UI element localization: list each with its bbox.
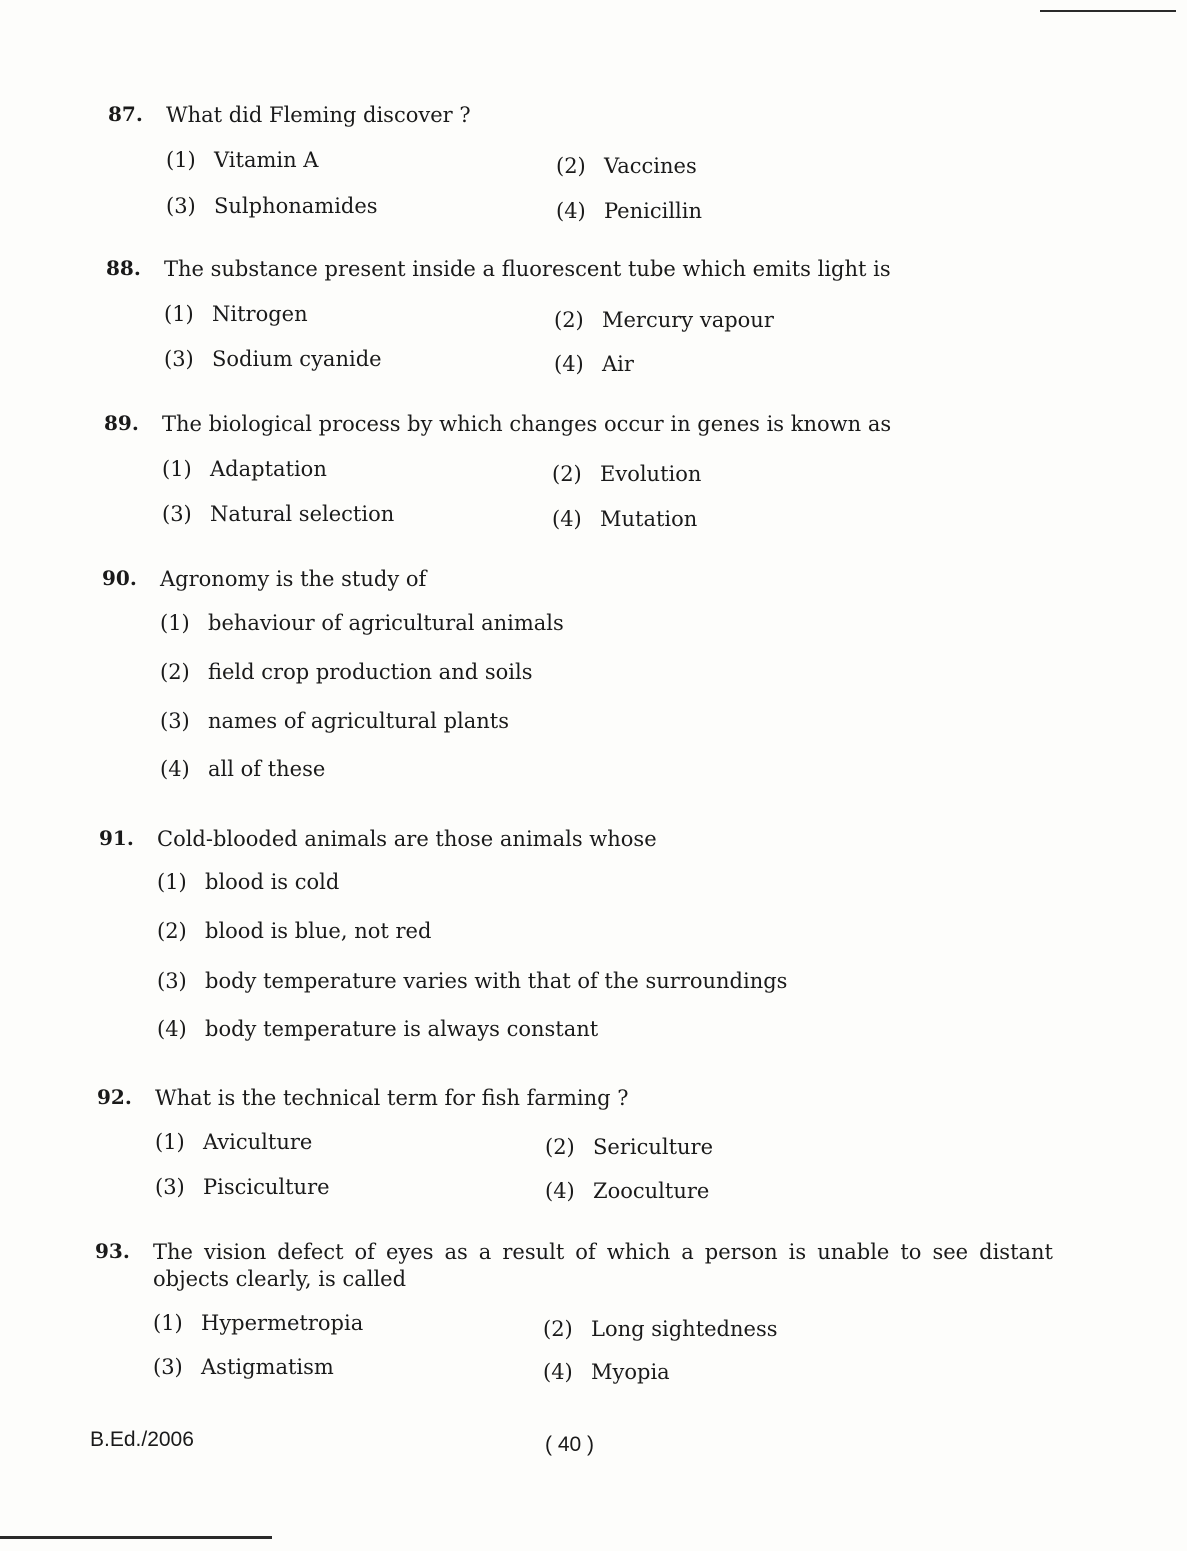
option-2[interactable] bbox=[543, 1317, 778, 1341]
option-3[interactable] bbox=[155, 1175, 330, 1199]
option-text: Zooculture bbox=[593, 1179, 710, 1203]
footer-page-number: ( 40 ) bbox=[545, 1433, 595, 1456]
option-number: (2) bbox=[543, 1317, 573, 1341]
option-number: (1) bbox=[164, 302, 194, 326]
option-2[interactable] bbox=[160, 660, 532, 684]
option-number: (3) bbox=[160, 709, 190, 733]
option-number: (4) bbox=[160, 757, 190, 781]
option-4[interactable] bbox=[543, 1360, 670, 1384]
option-number: (1) bbox=[162, 457, 192, 481]
option-1[interactable] bbox=[166, 148, 318, 172]
option-number: (2) bbox=[554, 308, 584, 332]
option-text: blood is blue, not red bbox=[205, 919, 432, 943]
option-number: (4) bbox=[545, 1179, 575, 1203]
question-text: What is the technical term for fish farming ? bbox=[155, 1086, 629, 1110]
option-4[interactable] bbox=[552, 507, 697, 531]
question-text: The biological process by which changes occur in genes is known as bbox=[162, 412, 892, 436]
option-text: Myopia bbox=[591, 1360, 670, 1384]
option-1[interactable] bbox=[162, 457, 327, 481]
bottom-rule bbox=[0, 1536, 272, 1539]
question-number: 91. bbox=[99, 826, 134, 850]
option-3[interactable] bbox=[166, 194, 378, 218]
option-3[interactable] bbox=[164, 347, 382, 371]
option-text: Adaptation bbox=[210, 457, 327, 481]
option-text: Penicillin bbox=[604, 199, 703, 223]
question-number: 93. bbox=[95, 1239, 130, 1263]
option-3[interactable] bbox=[153, 1355, 334, 1379]
question-number: 88. bbox=[106, 256, 141, 280]
option-2[interactable] bbox=[545, 1135, 713, 1159]
footer-exam-code: B.Ed./2006 bbox=[90, 1428, 194, 1451]
option-3[interactable] bbox=[162, 502, 394, 526]
option-text: Astigmatism bbox=[201, 1355, 334, 1379]
option-text: behaviour of agricultural animals bbox=[208, 611, 564, 635]
option-number: (3) bbox=[164, 347, 194, 371]
option-text: Aviculture bbox=[203, 1130, 313, 1154]
option-4[interactable] bbox=[556, 199, 702, 223]
option-number: (2) bbox=[157, 919, 187, 943]
option-text: Vaccines bbox=[604, 154, 697, 178]
option-number: (1) bbox=[160, 611, 190, 635]
option-1[interactable] bbox=[155, 1130, 312, 1154]
option-number: (1) bbox=[153, 1311, 183, 1335]
option-number: (1) bbox=[166, 148, 196, 172]
option-number: (2) bbox=[552, 462, 582, 486]
option-2[interactable] bbox=[556, 154, 697, 178]
option-number: (4) bbox=[554, 352, 584, 376]
option-number: (1) bbox=[157, 870, 187, 894]
option-text: Natural selection bbox=[210, 502, 395, 526]
option-4[interactable] bbox=[554, 352, 634, 376]
option-text: blood is cold bbox=[205, 870, 340, 894]
question-text: The substance present inside a fluorescent tube which emits light is bbox=[164, 257, 891, 281]
option-text: Nitrogen bbox=[212, 302, 308, 326]
option-text: Evolution bbox=[600, 462, 702, 486]
option-text: Long sightedness bbox=[591, 1317, 778, 1341]
option-text: Pisciculture bbox=[203, 1175, 330, 1199]
option-text: Sodium cyanide bbox=[212, 347, 382, 371]
option-number: (2) bbox=[545, 1135, 575, 1159]
option-number: (2) bbox=[160, 660, 190, 684]
option-3[interactable] bbox=[157, 969, 787, 993]
option-number: (1) bbox=[155, 1130, 185, 1154]
option-text: Hypermetropia bbox=[201, 1311, 364, 1335]
option-text: body temperature varies with that of the surroundings bbox=[205, 969, 788, 993]
option-4[interactable] bbox=[545, 1179, 709, 1203]
option-number: (4) bbox=[157, 1017, 187, 1041]
option-1[interactable] bbox=[153, 1311, 363, 1335]
question-number: 89. bbox=[104, 411, 139, 435]
question-number: 90. bbox=[102, 566, 137, 590]
option-3[interactable] bbox=[160, 709, 509, 733]
question-number: 92. bbox=[97, 1085, 132, 1109]
option-number: (2) bbox=[556, 154, 586, 178]
option-number: (3) bbox=[155, 1175, 185, 1199]
option-text: Sericulture bbox=[593, 1135, 714, 1159]
top-rule bbox=[1040, 10, 1176, 12]
option-number: (4) bbox=[552, 507, 582, 531]
question-text: The vision defect of eyes as a result of which a person is unable to see distant objects clearly, is called bbox=[153, 1240, 1053, 1291]
option-number: (4) bbox=[556, 199, 586, 223]
option-number: (3) bbox=[157, 969, 187, 993]
option-text: Air bbox=[602, 352, 634, 376]
option-text: Vitamin A bbox=[214, 148, 319, 172]
option-text: Mercury vapour bbox=[602, 308, 774, 332]
question-text: Cold-blooded animals are those animals whose bbox=[157, 827, 657, 851]
option-number: (4) bbox=[543, 1360, 573, 1384]
option-2[interactable] bbox=[157, 919, 431, 943]
option-text: Sulphonamides bbox=[214, 194, 378, 218]
option-2[interactable] bbox=[552, 462, 701, 486]
option-text: body temperature is always constant bbox=[205, 1017, 599, 1041]
option-text: names of agricultural plants bbox=[208, 709, 509, 733]
option-4[interactable] bbox=[157, 1017, 598, 1041]
option-4[interactable] bbox=[160, 757, 325, 781]
option-number: (3) bbox=[162, 502, 192, 526]
question-text: What did Fleming discover ? bbox=[166, 103, 471, 127]
option-number: (3) bbox=[153, 1355, 183, 1379]
option-1[interactable] bbox=[157, 870, 339, 894]
option-text: Mutation bbox=[600, 507, 698, 531]
option-text: all of these bbox=[208, 757, 326, 781]
question-text: Agronomy is the study of bbox=[160, 567, 427, 591]
question-number: 87. bbox=[108, 102, 143, 126]
option-2[interactable] bbox=[554, 308, 774, 332]
option-1[interactable] bbox=[160, 611, 564, 635]
option-1[interactable] bbox=[164, 302, 308, 326]
option-text: field crop production and soils bbox=[208, 660, 533, 684]
option-number: (3) bbox=[166, 194, 196, 218]
